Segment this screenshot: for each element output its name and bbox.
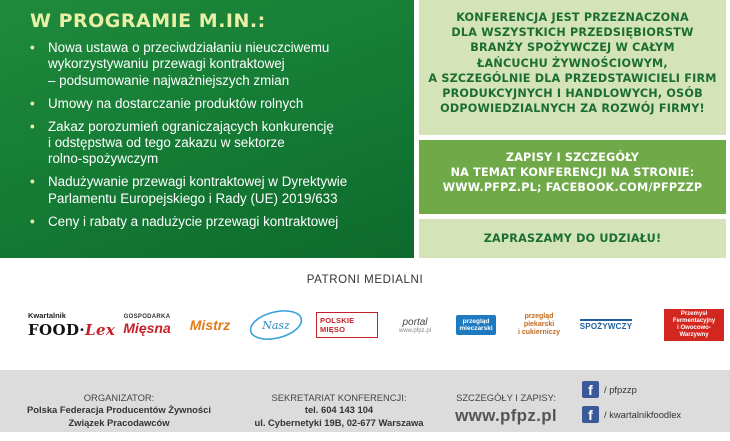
nasz-logo bbox=[246, 307, 306, 343]
spozywczy-logo-text: SPOŻYWCZY bbox=[580, 319, 632, 331]
polskie-mieso-logo bbox=[316, 307, 378, 343]
media-patrons-title: PATRONI MEDIALNI bbox=[306, 274, 424, 286]
program-item-text: Nowa ustawa o przeciwdziałaniu nieuczciwemu wykorzystywaniu przewagi kontraktowej – podsumowanie najważniejszych zmian bbox=[48, 40, 330, 88]
przeglad-piekarski-text: przegląd piekarski i cukierniczy bbox=[517, 313, 561, 336]
portal-logo-sub: www.pfpz.pl bbox=[398, 327, 431, 334]
nasz-logo-text: Nasz bbox=[262, 319, 290, 332]
bullet-icon: • bbox=[30, 118, 35, 134]
invitation-box: ZAPRASZAMY DO UDZIAŁU! bbox=[419, 219, 726, 258]
facebook-link-foodlex[interactable] bbox=[582, 404, 728, 425]
program-item-text: Umowy na dostarczanie produktów rolnych bbox=[48, 95, 304, 111]
signup-info-box[interactable]: ZAPISY I SZCZEGÓŁY NA TEMAT KONFERENCJI NA STRONIE: WWW.PFPZ.PL; FACEBOOK.COM/PFPZZP bbox=[419, 140, 726, 214]
program-item bbox=[30, 174, 400, 207]
bullet-icon: • bbox=[30, 213, 35, 229]
info-column bbox=[419, 0, 730, 258]
przemysl-spozywczy-logo bbox=[578, 307, 634, 343]
foodlex-logo-main bbox=[28, 321, 115, 339]
mistrz-logo bbox=[184, 307, 236, 343]
footer bbox=[0, 370, 730, 432]
audience-info-box: KONFERENCJA JEST PRZEZNACZONA DLA WSZYSTKICH PRZEDSIĘBIORSTW BRANŻY SPOŻYWCZEJ W CAŁYM ŁAŃCUCHU ŻYWNOŚCIOWYM, A SZCZEGÓLNIE DLA PRZEDSTAWICIELI FIRM PRODUKCYJNYCH I HANDLOWYCH, OSÓB ODPOWIEDZIALNYCH ZA ROZWÓJ FIRMY! bbox=[419, 0, 726, 135]
secretariat-label: SEKRETARIAT KONFERENCJI: bbox=[271, 392, 407, 404]
foodlex-logo-a: FOOD· bbox=[28, 321, 86, 339]
gospodarka-miesna-logo bbox=[117, 307, 177, 343]
social-links bbox=[582, 379, 728, 429]
facebook-link-pfpzzp[interactable] bbox=[582, 379, 728, 400]
bullet-icon: • bbox=[30, 95, 35, 111]
facebook-icon: f bbox=[582, 406, 599, 423]
foodlex-logo-small: Kwartalnik bbox=[28, 311, 66, 320]
organizer-text: Polska Federacja Producentów Żywności Związek Pracodawców bbox=[27, 404, 211, 428]
facebook-handle: / pfpzzp bbox=[604, 384, 637, 395]
przemysl-fermentacyjny-logo bbox=[664, 307, 724, 343]
foodlex-logo bbox=[28, 307, 116, 343]
program-item bbox=[30, 119, 400, 168]
program-item bbox=[30, 214, 400, 230]
facebook-handle: / kwartalnikfoodlex bbox=[604, 409, 682, 420]
przeglad-mleczarski-logo bbox=[451, 307, 501, 343]
details-block bbox=[444, 380, 568, 435]
przeglad-piekarski-logo bbox=[510, 307, 568, 343]
program-item bbox=[30, 40, 400, 89]
program-list bbox=[30, 40, 400, 230]
fermentacyjny-logo-text: Przemysł Fermentacyjny i Owocowo-Warzywny bbox=[664, 309, 724, 341]
mistrz-logo-text: Mistrz bbox=[189, 317, 231, 333]
organizer-label: ORGANIZATOR: bbox=[83, 392, 155, 404]
miesna-logo-small: GOSPODARKA bbox=[123, 314, 171, 320]
polskie-mieso-logo-text: POLSKIE MIĘSO bbox=[316, 312, 378, 338]
nasz-logo-graphic bbox=[247, 308, 305, 342]
miesna-logo-main: Mięsna bbox=[123, 320, 171, 336]
details-label: SZCZEGÓŁY I ZAPISY: bbox=[456, 392, 556, 404]
program-item-text: Zakaz porozumień ograniczających konkurencję i odstępstwa od tego zakazu w sektorze rolno-spożywczym bbox=[48, 118, 334, 167]
secretariat-text: tel. 604 143 104 ul. Cybernetyki 19B, 02-677 Warszawa bbox=[254, 404, 424, 428]
program-title: W PROGRAMIE M.IN.: bbox=[30, 10, 266, 32]
details-url-link[interactable]: www.pfpz.pl bbox=[455, 406, 557, 426]
program-item-text: Nadużywanie przewagi kontraktowej w Dyrektywie Parlamentu Europejskiego i Rady (UE) 2019/633 bbox=[48, 174, 348, 206]
bullet-icon: • bbox=[30, 40, 35, 55]
bullet-icon: • bbox=[30, 174, 35, 190]
portal-logo-text: portal bbox=[402, 316, 428, 328]
program-panel bbox=[0, 0, 414, 258]
portal-logo bbox=[388, 307, 442, 343]
facebook-icon: f bbox=[582, 381, 599, 398]
media-patrons-logos bbox=[28, 307, 718, 347]
przeglad-mleczarski-text: przegląd mleczarski bbox=[456, 315, 495, 335]
program-item-text: Ceny i rabaty a nadużycie przewagi kontraktowej bbox=[48, 213, 339, 229]
program-item bbox=[30, 96, 400, 112]
foodlex-logo-b: Lex bbox=[85, 321, 116, 339]
